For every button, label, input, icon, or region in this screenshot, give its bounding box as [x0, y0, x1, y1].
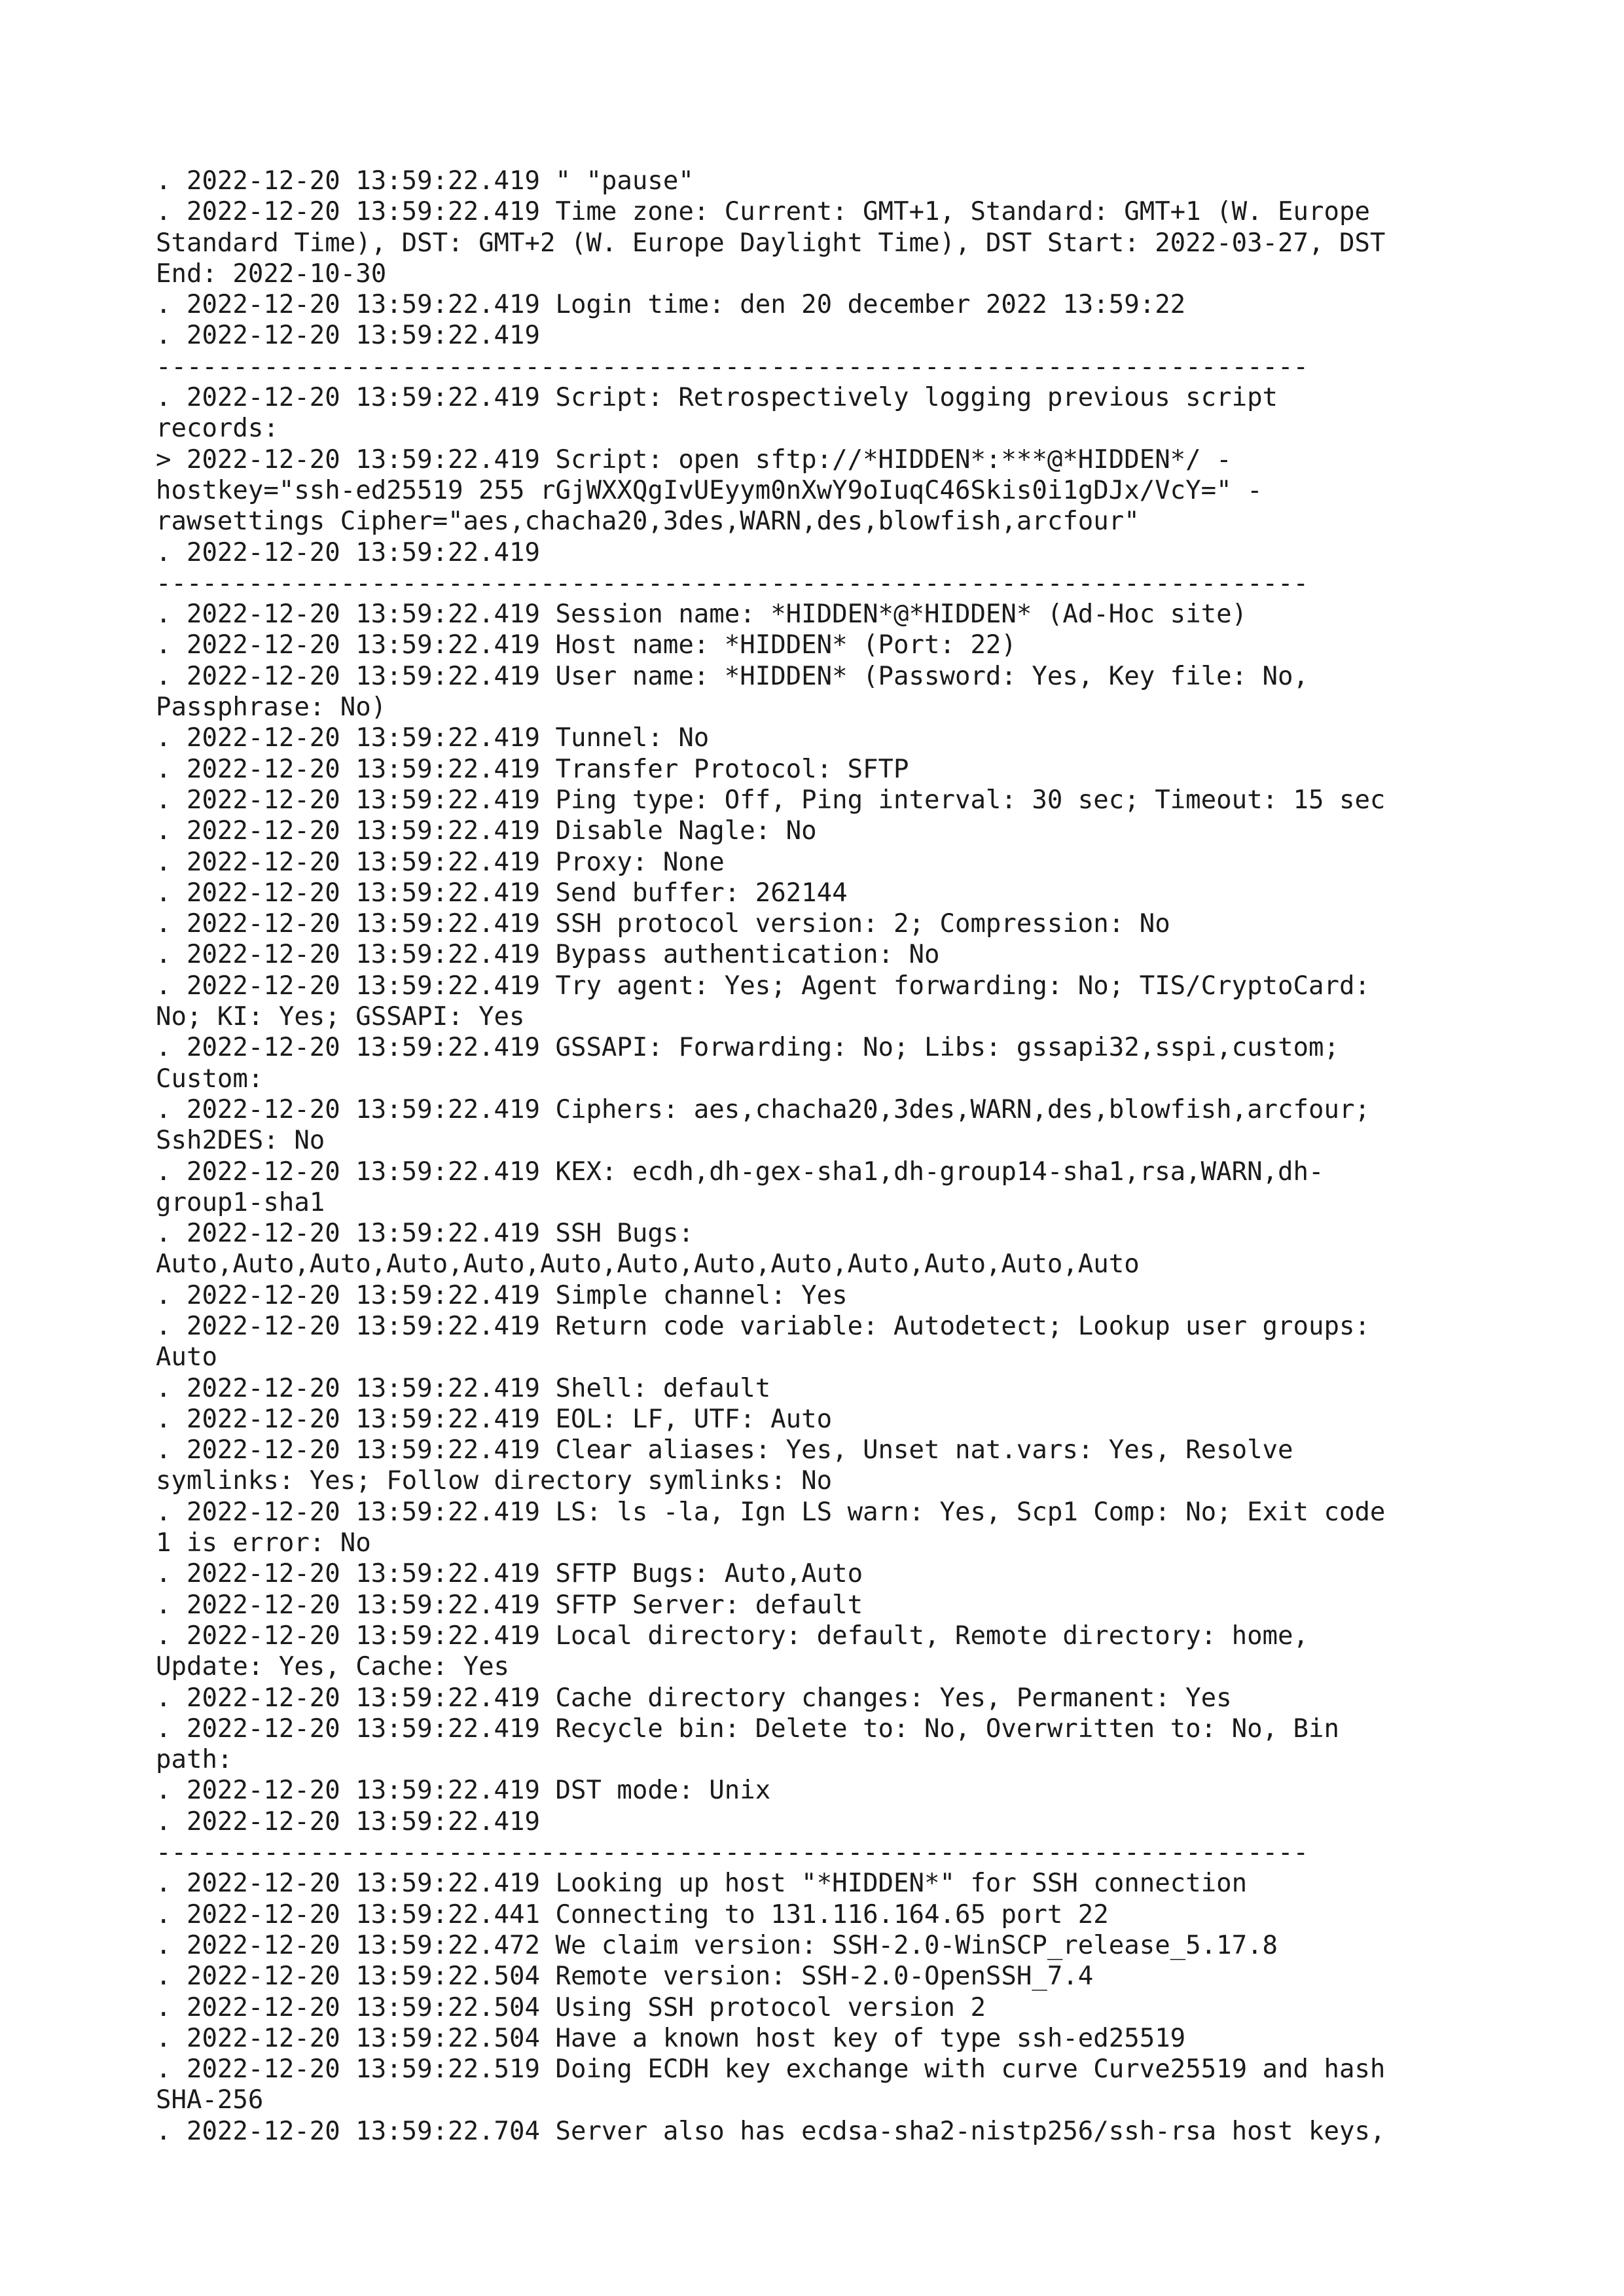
log-line: Auto [156, 1342, 217, 1372]
log-line: . 2022-12-20 13:59:22.419 Looking up host "*HIDDEN*" for SSH connection [156, 1869, 1248, 1899]
log-line: . 2022-12-20 13:59:22.441 Connecting to 131.116.164.65 port 22 [156, 1899, 1109, 1929]
log-line: . 2022-12-20 13:59:22.419 SSH protocol version: 2; Compression: No [156, 909, 1170, 939]
log-line: group1-sha1 [156, 1187, 325, 1217]
log-line: Auto,Auto,Auto,Auto,Auto,Auto,Auto,Auto,Auto,Auto,Auto,Auto,Auto [156, 1249, 1140, 1280]
log-line: Standard Time), DST: GMT+2 (W. Europe Daylight Time), DST Start: 2022-03-27, DST [156, 228, 1386, 258]
log-line: . 2022-12-20 13:59:22.419 Ping type: Off, Ping interval: 30 sec; Timeout: 15 sec [156, 785, 1386, 815]
log-line: 1 is error: No [156, 1528, 371, 1558]
log-line: . 2022-12-20 13:59:22.504 Remote version: SSH-2.0-OpenSSH_7.4 [156, 1962, 1094, 1992]
log-line: . 2022-12-20 13:59:22.419 Host name: *HIDDEN* (Port: 22) [156, 630, 1017, 660]
log-line: . 2022-12-20 13:59:22.419 Recycle bin: Delete to: No, Overwritten to: No, Bin [156, 1713, 1339, 1744]
log-line: --------------------------------------------------------------------------- [156, 351, 1308, 382]
log-line: . 2022-12-20 13:59:22.419 Return code variable: Autodetect; Lookup user groups: [156, 1311, 1370, 1341]
log-line: . 2022-12-20 13:59:22.472 We claim version: SSH-2.0-WinSCP_release_5.17.8 [156, 1930, 1278, 1960]
log-line: . 2022-12-20 13:59:22.419 Shell: default [156, 1373, 771, 1403]
log-line: Ssh2DES: No [156, 1126, 325, 1156]
log-line: . 2022-12-20 13:59:22.419 Proxy: None [156, 847, 725, 877]
log-line: . 2022-12-20 13:59:22.419 Login time: den 20 december 2022 13:59:22 [156, 290, 1186, 320]
log-line: SHA-256 [156, 2085, 264, 2115]
log-line: . 2022-12-20 13:59:22.419 KEX: ecdh,dh-gex-sha1,dh-group14-sha1,rsa,WARN,dh- [156, 1157, 1324, 1187]
log-line: . 2022-12-20 13:59:22.504 Using SSH protocol version 2 [156, 1992, 986, 2022]
log-line: path: [156, 1745, 233, 1775]
log-line: . 2022-12-20 13:59:22.419 User name: *HIDDEN* (Password: Yes, Key file: No, [156, 661, 1308, 691]
log-line: . 2022-12-20 13:59:22.419 Cache directory changes: Yes, Permanent: Yes [156, 1683, 1232, 1713]
log-line: symlinks: Yes; Follow directory symlinks: No [156, 1466, 833, 1496]
log-line: . 2022-12-20 13:59:22.419 [156, 537, 540, 567]
log-line: . 2022-12-20 13:59:22.419 SSH Bugs: [156, 1219, 694, 1249]
log-line: . 2022-12-20 13:59:22.419 GSSAPI: Forwarding: No; Libs: gssapi32,sspi,custom; [156, 1033, 1339, 1063]
log-line: . 2022-12-20 13:59:22.504 Have a known host key of type ssh-ed25519 [156, 2023, 1186, 2053]
log-line: . 2022-12-20 13:59:22.419 LS: ls -la, Ign LS warn: Yes, Scp1 Comp: No; Exit code [156, 1497, 1386, 1527]
log-line: . 2022-12-20 13:59:22.419 Simple channel: Yes [156, 1280, 848, 1310]
log-line: > 2022-12-20 13:59:22.419 Script: open sftp://*HIDDEN*:***@*HIDDEN*/ - [156, 444, 1232, 475]
log-line: . 2022-12-20 13:59:22.419 DST mode: Unix [156, 1776, 771, 1806]
log-line: Custom: [156, 1064, 264, 1094]
log-line: . 2022-12-20 13:59:22.419 Session name: *HIDDEN*@*HIDDEN* (Ad-Hoc site) [156, 600, 1248, 630]
log-line: . 2022-12-20 13:59:22.519 Doing ECDH key exchange with curve Curve25519 and hash [156, 2054, 1386, 2085]
log-line: . 2022-12-20 13:59:22.419 [156, 321, 540, 351]
log-line: . 2022-12-20 13:59:22.419 Tunnel: No [156, 723, 710, 753]
log-line: . 2022-12-20 13:59:22.704 Server also has ecdsa-sha2-nistp256/ssh-rsa host keys, [156, 2116, 1386, 2146]
log-line: . 2022-12-20 13:59:22.419 Ciphers: aes,chacha20,3des,WARN,des,blowfish,arcfour; [156, 1094, 1370, 1124]
log-line: . 2022-12-20 13:59:22.419 [156, 1806, 540, 1837]
log-line: records: [156, 414, 279, 444]
log-document [156, 166, 1491, 2147]
log-line: . 2022-12-20 13:59:22.419 Disable Nagle: No [156, 816, 817, 846]
log-line: Passphrase: No) [156, 692, 387, 723]
log-line: . 2022-12-20 13:59:22.419 Clear aliases: Yes, Unset nat.vars: Yes, Resolve [156, 1435, 1293, 1465]
log-line: . 2022-12-20 13:59:22.419 SFTP Bugs: Auto,Auto [156, 1559, 863, 1589]
log-line: No; KI: Yes; GSSAPI: Yes [156, 1002, 525, 1032]
log-line: hostkey="ssh-ed25519 255 rGjWXXQgIvUEyym0nXwY9oIuqC46Skis0i1gDJx/VcY=" - [156, 475, 1263, 505]
log-line: . 2022-12-20 13:59:22.419 EOL: LF, UTF: Auto [156, 1404, 833, 1434]
log-line: --------------------------------------------------------------------------- [156, 568, 1308, 598]
log-line: End: 2022-10-30 [156, 259, 387, 289]
log-line: . 2022-12-20 13:59:22.419 " "pause" [156, 166, 694, 196]
log-line: . 2022-12-20 13:59:22.419 Send buffer: 262144 [156, 878, 848, 908]
log-line: --------------------------------------------------------------------------- [156, 1838, 1308, 1868]
log-line: Update: Yes, Cache: Yes [156, 1652, 510, 1682]
log-line: . 2022-12-20 13:59:22.419 Try agent: Yes; Agent forwarding: No; TIS/CryptoCard: [156, 971, 1370, 1001]
log-line: . 2022-12-20 13:59:22.419 Local directory: default, Remote directory: home, [156, 1621, 1308, 1651]
log-line: rawsettings Cipher="aes,chacha20,3des,WARN,des,blowfish,arcfour" [156, 507, 1140, 537]
log-line: . 2022-12-20 13:59:22.419 SFTP Server: default [156, 1590, 863, 1620]
log-line: . 2022-12-20 13:59:22.419 Bypass authentication: No [156, 940, 940, 970]
log-line: . 2022-12-20 13:59:22.419 Transfer Protocol: SFTP [156, 754, 909, 784]
log-line: . 2022-12-20 13:59:22.419 Time zone: Current: GMT+1, Standard: GMT+1 (W. Europe [156, 197, 1370, 227]
log-line: . 2022-12-20 13:59:22.419 Script: Retrospectively logging previous script [156, 383, 1278, 413]
